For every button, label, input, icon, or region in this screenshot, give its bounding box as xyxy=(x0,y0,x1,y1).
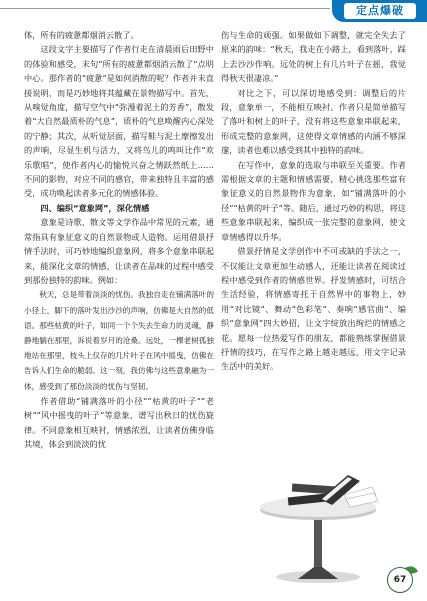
paragraph: 对比之下，可以深切地感受到：调整后的片段，意象单一，不能相互映衬。作者只是简单描写了落叶和树上的叶子，没有将这些意象串联起来，形成完整的意象网，这使得文章情感的内涵不够深邃，读者也难以感受到其中独特的韵味。 xyxy=(221,87,406,156)
page-number: 67 xyxy=(387,567,413,593)
paragraph: 意象是诗歌、散文等文学作品中常见的元素，通常指具有象征意义的自然景物或人造物。运用借景抒情手法时，可巧妙地编织意象网，将多个意象串联起来，能深化文章的情感，让读者在品味的过程中感受到那份独特的韵味。例如： xyxy=(24,217,214,285)
paragraph: 体，所有的疲惫都烟消云散了。 xyxy=(24,30,139,40)
paragraph: 在写作中，意象的选取与串联至关重要。作者需根据文章的主题和情感需要，精心挑选那些富有象征意义的自然景物作为意象，如“铺满落叶的小径”“枯黄的叶子”等。随后，通过巧妙的构思，将这些意象串联起来，编织成一张完整的意象网，使文章情感得以升华。 xyxy=(221,159,406,242)
section-title: 定点爆破 xyxy=(344,3,416,19)
paragraph: 伤与生命的顽强。如果做如下调整，就完全失去了原来的韵味：“秋天，我走在小路上，看到落叶，踩上去沙沙作响。远处的树上有几片叶子在摇，我觉得秋天很凄凉。” xyxy=(221,30,406,84)
section-heading: 四、编织“意象网”，深化情感 xyxy=(40,202,150,213)
section-badge xyxy=(332,0,427,22)
header-rule xyxy=(0,8,330,9)
example-excerpt: 秋天，总是带着淡淡的忧伤。我独自走在铺满落叶的小径上，脚下的落叶发出沙沙的声响，仿佛是大自然的低语。那些枯黄的叶子，如同一个个失去生命力的灵魂，静静地躺在那里，诉说着岁月的沧桑。远处，一棵老树孤独地站在那里，枝头上仅存的几片叶子在风中摇曳，仿佛在告诉人们生命的脆弱。这一刻，我仿佛与这些意象融为一体，感受到了那份淡淡的忧伤与坚韧。 xyxy=(24,290,214,391)
books-on-table-illustration xyxy=(248,455,388,590)
right-column xyxy=(221,28,406,374)
paragraph: 这段文字主要描写了作者行走在清晨雨后田野中的体验和感受，末句“所有的疲惫都烟消云散了”点明中心。那作者的“疲惫”是如何消散的呢？作者并未直接说明，而是巧妙地将其蕴藏在景物描写中。首先，从嗅觉角度，描写空气中“弥漫着泥土的芳香”，散发着“大自然最质朴的气息”，质朴的气息唤醒内心深处的宁静；其次，从听觉层面，描写鞋与泥土摩擦发出的声响，尽显生机与活力，又将鸟儿的鸣叫比作“欢乐歌唱”，使作者内心的愉悦兴奋之情跃然纸上……不同的影物，对应不同的感官，带来独特且丰富的感受，成功唤起读者多元化的情感体验。 xyxy=(24,44,214,199)
left-column xyxy=(24,28,214,451)
paragraph: 作者借助“铺满落叶的小径”“枯黄的叶子”“老树”“风中摇曳的叶子”等意象，谱写出秋日的忧伤旋律。不同意象相互映衬，情感浓烈，让读者仿佛身临其境，体会到淡淡的忧 xyxy=(24,395,214,449)
paragraph: 借景抒情是文学创作中不可或缺的手法之一，不仅能让文章更加生动感人，还能让读者在阅读过程中感受到作者的情感世界。抒发情感时，可结合生活经验，将情感寄托于自然界中的事物上，妙用“对比镜”、舞动“色彩笔”、奏响“感官曲”、编织“意象网”四大妙招，让文字绽放出绚烂的情感之花。愿每一位热爱写作的朋友，都能熟练掌握借景抒情的技巧，在写作之路上越走越远，用文字记录生活中的美好。 xyxy=(221,246,406,372)
